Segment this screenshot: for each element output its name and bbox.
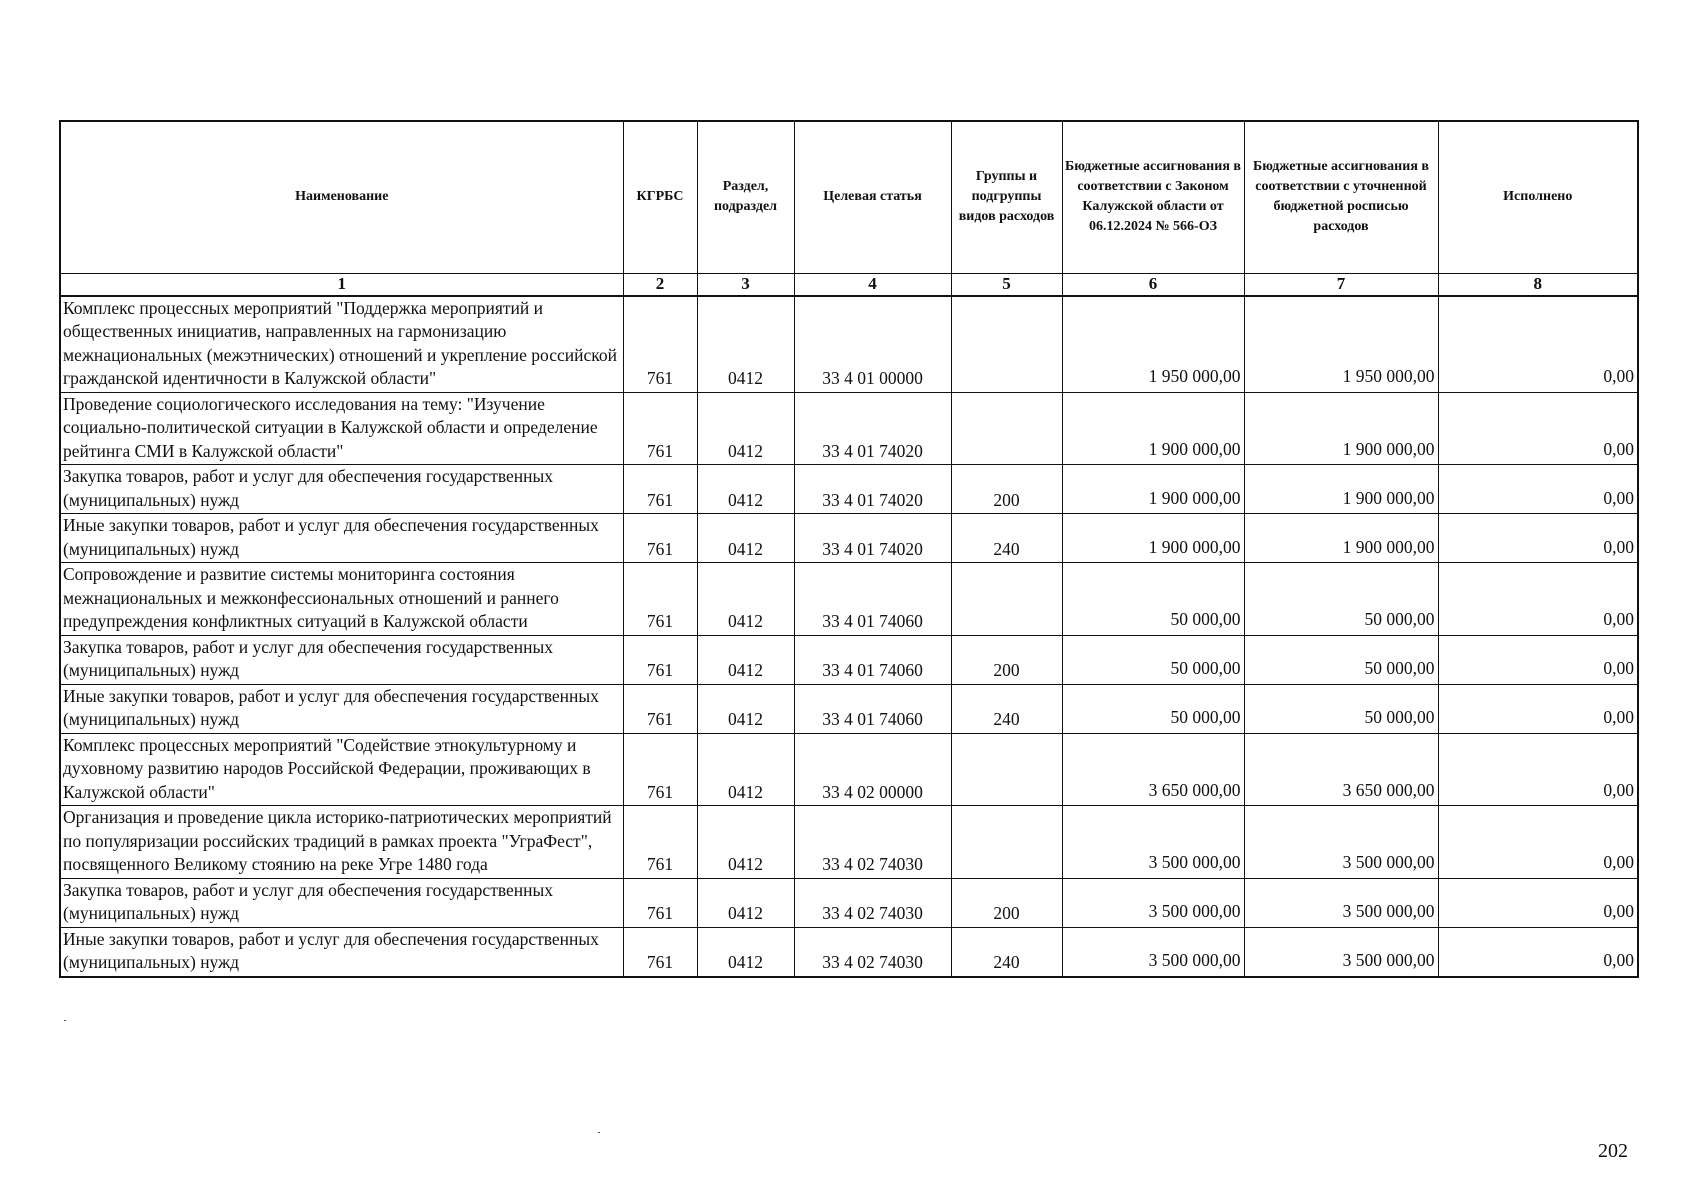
row-kgrbs: 761 [623, 563, 697, 636]
row-executed: 0,00 [1438, 392, 1638, 465]
row-section: 0412 [697, 514, 794, 563]
scan-speck [598, 1132, 600, 1133]
column-number: 2 [623, 273, 697, 296]
row-budget-refined: 3 500 000,00 [1244, 806, 1438, 879]
table-body [60, 296, 1638, 977]
row-group [951, 733, 1062, 806]
row-section: 0412 [697, 733, 794, 806]
column-number: 4 [794, 273, 951, 296]
header-executed: Исполнено [1438, 121, 1638, 273]
row-budget-law: 1 900 000,00 [1062, 392, 1244, 465]
row-section: 0412 [697, 684, 794, 733]
page-number: 202 [1598, 1140, 1628, 1162]
row-executed: 0,00 [1438, 806, 1638, 879]
row-group: 240 [951, 684, 1062, 733]
column-number: 6 [1062, 273, 1244, 296]
row-section: 0412 [697, 563, 794, 636]
row-executed: 0,00 [1438, 878, 1638, 927]
column-number: 8 [1438, 273, 1638, 296]
row-executed: 0,00 [1438, 465, 1638, 514]
row-kgrbs: 761 [623, 927, 697, 977]
row-executed: 0,00 [1438, 635, 1638, 684]
row-section: 0412 [697, 465, 794, 514]
row-target: 33 4 01 74060 [794, 684, 951, 733]
column-number: 1 [60, 273, 623, 296]
row-target: 33 4 01 74020 [794, 392, 951, 465]
row-budget-law: 1 950 000,00 [1062, 296, 1244, 393]
row-group [951, 296, 1062, 393]
row-target: 33 4 02 74030 [794, 878, 951, 927]
row-section: 0412 [697, 635, 794, 684]
row-budget-refined: 3 650 000,00 [1244, 733, 1438, 806]
row-name: Комплекс процессных мероприятий "Содействие этнокультурному и духовному развитию народов Российской Федерации, проживающих в Калужской области" [60, 733, 623, 806]
table-row [60, 514, 1638, 563]
row-budget-law: 1 900 000,00 [1062, 465, 1244, 514]
row-section: 0412 [697, 927, 794, 977]
table-row [60, 878, 1638, 927]
row-name: Сопровождение и развитие системы мониторинга состояния межнациональных и межконфессиональных отношений и раннего предупреждения конфликтных ситуаций в Калужской области [60, 563, 623, 636]
row-budget-law: 3 650 000,00 [1062, 733, 1244, 806]
table-row [60, 733, 1638, 806]
row-executed: 0,00 [1438, 563, 1638, 636]
row-budget-law: 50 000,00 [1062, 684, 1244, 733]
row-kgrbs: 761 [623, 684, 697, 733]
row-executed: 0,00 [1438, 514, 1638, 563]
table-row [60, 635, 1638, 684]
row-target: 33 4 01 74060 [794, 563, 951, 636]
header-kgrbs: КГРБС [623, 121, 697, 273]
row-budget-law: 50 000,00 [1062, 563, 1244, 636]
row-kgrbs: 761 [623, 635, 697, 684]
row-budget-refined: 50 000,00 [1244, 563, 1438, 636]
row-kgrbs: 761 [623, 733, 697, 806]
table-row [60, 927, 1638, 977]
row-executed: 0,00 [1438, 927, 1638, 977]
row-target: 33 4 01 74020 [794, 514, 951, 563]
header-name: Наименование [60, 121, 623, 273]
header-group: Группы и подгруппы видов расходов [951, 121, 1062, 273]
row-budget-refined: 3 500 000,00 [1244, 878, 1438, 927]
row-group: 240 [951, 927, 1062, 977]
row-kgrbs: 761 [623, 392, 697, 465]
row-kgrbs: 761 [623, 465, 697, 514]
row-executed: 0,00 [1438, 296, 1638, 393]
row-executed: 0,00 [1438, 733, 1638, 806]
row-group [951, 806, 1062, 879]
row-kgrbs: 761 [623, 878, 697, 927]
row-name: Организация и проведение цикла историко-патриотических мероприятий по популяризации российских традиций в рамках проекта "УграФест", посвященного Великому стоянию на реке Угре 1480 года [60, 806, 623, 879]
table-row [60, 296, 1638, 393]
table-row [60, 684, 1638, 733]
row-name: Закупка товаров, работ и услуг для обеспечения государственных (муниципальных) нужд [60, 878, 623, 927]
row-group: 200 [951, 635, 1062, 684]
column-number: 3 [697, 273, 794, 296]
column-number-row [60, 273, 1638, 296]
row-name: Иные закупки товаров, работ и услуг для обеспечения государственных (муниципальных) нужд [60, 514, 623, 563]
row-budget-law: 1 900 000,00 [1062, 514, 1244, 563]
row-name: Закупка товаров, работ и услуг для обеспечения государственных (муниципальных) нужд [60, 465, 623, 514]
row-budget-law: 50 000,00 [1062, 635, 1244, 684]
row-budget-refined: 1 900 000,00 [1244, 465, 1438, 514]
table-row [60, 563, 1638, 636]
row-budget-refined: 1 900 000,00 [1244, 392, 1438, 465]
row-kgrbs: 761 [623, 296, 697, 393]
row-target: 33 4 02 74030 [794, 806, 951, 879]
row-kgrbs: 761 [623, 806, 697, 879]
table-row [60, 465, 1638, 514]
row-name: Иные закупки товаров, работ и услуг для обеспечения государственных (муниципальных) нужд [60, 927, 623, 977]
row-kgrbs: 761 [623, 514, 697, 563]
row-executed: 0,00 [1438, 684, 1638, 733]
row-budget-refined: 1 900 000,00 [1244, 514, 1438, 563]
row-group: 200 [951, 878, 1062, 927]
row-section: 0412 [697, 392, 794, 465]
row-target: 33 4 01 74020 [794, 465, 951, 514]
row-target: 33 4 02 74030 [794, 927, 951, 977]
header-target: Целевая статья [794, 121, 951, 273]
row-name: Закупка товаров, работ и услуг для обеспечения государственных (муниципальных) нужд [60, 635, 623, 684]
row-budget-refined: 3 500 000,00 [1244, 927, 1438, 977]
column-number: 5 [951, 273, 1062, 296]
row-target: 33 4 01 00000 [794, 296, 951, 393]
header-section: Раздел, подраздел [697, 121, 794, 273]
header-budget-law: Бюджетные ассигнования в соответствии с Законом Калужской области от 06.12.2024 № 566-ОЗ [1062, 121, 1244, 273]
header-budget-refined: Бюджетные ассигнования в соответствии с уточненной бюджетной росписью расходов [1244, 121, 1438, 273]
table-row [60, 806, 1638, 879]
row-budget-law: 3 500 000,00 [1062, 878, 1244, 927]
row-name: Комплекс процессных мероприятий "Поддержка мероприятий и общественных инициатив, направленных на гармонизацию межнациональных (межэтнических) отношений и укрепление российской гражданской идентичности в Калужской области" [60, 296, 623, 393]
column-number: 7 [1244, 273, 1438, 296]
row-section: 0412 [697, 806, 794, 879]
row-group [951, 563, 1062, 636]
row-budget-law: 3 500 000,00 [1062, 927, 1244, 977]
row-budget-refined: 50 000,00 [1244, 684, 1438, 733]
row-budget-refined: 50 000,00 [1244, 635, 1438, 684]
row-group: 240 [951, 514, 1062, 563]
row-name: Проведение социологического исследования на тему: "Изучение социально-политической ситуации в Калужской области и определение рейтинга СМИ в Калужской области" [60, 392, 623, 465]
row-section: 0412 [697, 296, 794, 393]
row-group [951, 392, 1062, 465]
row-target: 33 4 02 00000 [794, 733, 951, 806]
row-target: 33 4 01 74060 [794, 635, 951, 684]
row-name: Иные закупки товаров, работ и услуг для обеспечения государственных (муниципальных) нужд [60, 684, 623, 733]
budget-table [59, 120, 1639, 978]
row-section: 0412 [697, 878, 794, 927]
row-budget-refined: 1 950 000,00 [1244, 296, 1438, 393]
row-group: 200 [951, 465, 1062, 514]
scan-speck [64, 1020, 66, 1021]
table-header-row [60, 121, 1638, 273]
table-row [60, 392, 1638, 465]
row-budget-law: 3 500 000,00 [1062, 806, 1244, 879]
